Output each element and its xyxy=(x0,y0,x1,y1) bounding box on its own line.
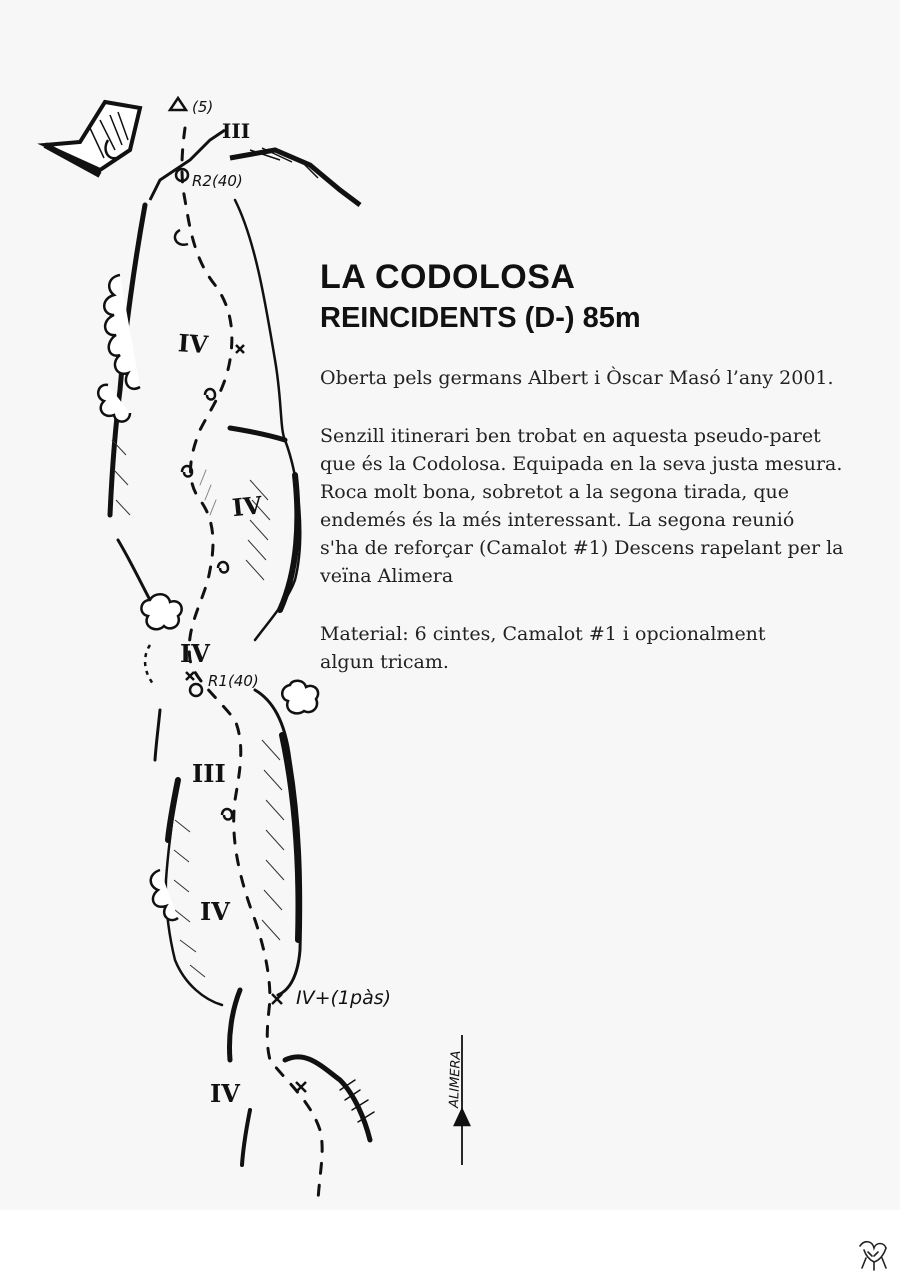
summit-anchor-icon xyxy=(170,98,186,110)
route-subtitle: REINCIDENTS (D-) 85m xyxy=(320,302,641,334)
description-line: veïna Alimera xyxy=(320,565,454,587)
hanger-icon xyxy=(205,389,215,400)
descent-label: ALIMERA xyxy=(447,1050,464,1109)
descent-arrow-icon xyxy=(455,1110,469,1125)
bolt-icon xyxy=(186,672,194,680)
description-line: endemés és la més interessant. La segona reunió xyxy=(320,509,795,531)
description-line: s'ha de reforçar (Camalot #1) Descens rapelant per la xyxy=(320,537,844,559)
grade-label: IV xyxy=(177,328,209,360)
grade-labels xyxy=(177,119,264,1108)
route-title: LA CODOLOSA xyxy=(320,258,576,296)
belay-1-label: R1(40) xyxy=(208,672,259,690)
bushes xyxy=(98,140,318,920)
description-line: Senzill itinerari ben trobat en aquesta pseudo-paret xyxy=(320,425,821,447)
topo-notes xyxy=(192,98,464,1109)
summit-anchor-label: (5) xyxy=(192,98,214,116)
hanger-icon xyxy=(218,562,228,573)
material-paragraph xyxy=(320,620,766,676)
grade-label: III xyxy=(192,759,226,788)
material-line: algun tricam. xyxy=(320,651,449,673)
bottom-margin xyxy=(0,1210,900,1277)
material-line: Material: 6 cintes, Camalot #1 i opcionalment xyxy=(320,623,766,645)
intro-line: Oberta pels germans Albert i Òscar Masó l’any 2001. xyxy=(320,367,834,389)
hold-icon xyxy=(175,230,188,245)
crux-note: IV+(1pàs) xyxy=(296,987,392,1009)
belay-1-icon xyxy=(190,684,202,696)
grade-label: IV xyxy=(210,1079,240,1108)
intro-paragraph xyxy=(320,364,834,392)
hanger-icon xyxy=(222,809,232,820)
grade-label: IV xyxy=(230,490,264,523)
belay-2-label: R2(40) xyxy=(192,172,243,190)
description-paragraph xyxy=(320,422,843,590)
grade-label: IV xyxy=(180,639,210,668)
description-line: Roca molt bona, sobretot a la segona tirada, que xyxy=(320,481,789,503)
bolt-icon xyxy=(296,1082,306,1092)
description-line: que és la Codolosa. Equipada en la seva justa mesura. xyxy=(320,453,843,475)
rock-hatching xyxy=(112,440,284,977)
grade-label: IV xyxy=(200,897,230,926)
summit-grade-label: III xyxy=(222,119,251,143)
bolt-icon xyxy=(236,345,244,353)
publisher-logo-icon xyxy=(856,1236,892,1272)
